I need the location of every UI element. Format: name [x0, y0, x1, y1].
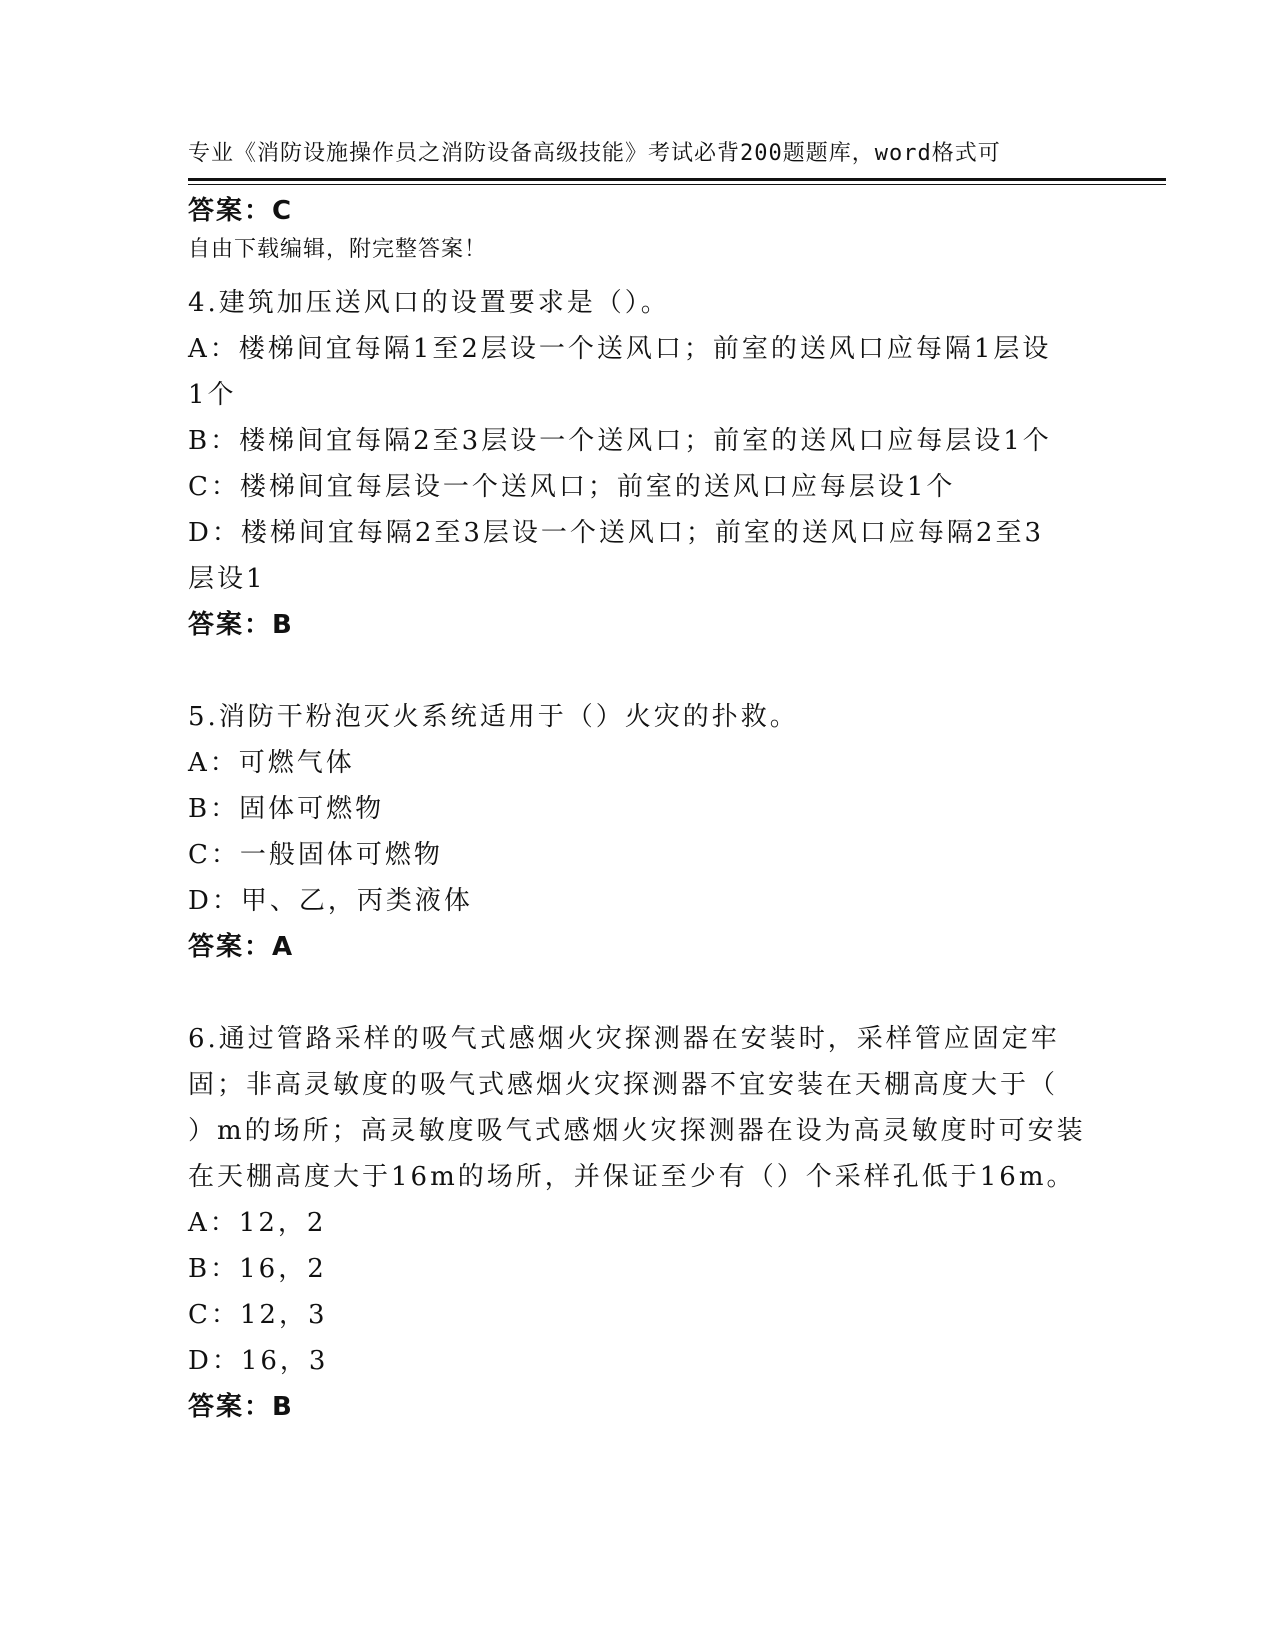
- option-b: B：16，2: [188, 1254, 327, 1284]
- header-line-2: 自由下载编辑，附完整答案！: [188, 237, 488, 262]
- option-a: A：12，2: [188, 1208, 327, 1238]
- question-6: [188, 1016, 1088, 1430]
- question-stem-line-4: 在天棚高度大于16m的场所，并保证至少有（）个采样孔低于16m。: [188, 1162, 1076, 1192]
- answer-line: 答案：B: [188, 1392, 294, 1422]
- question-4: [188, 280, 1088, 648]
- option-c: C：一般固体可燃物: [188, 840, 443, 870]
- question-stem-line-1: 6.通过管路采样的吸气式感烟火灾探测器在安装时，采样管应固定牢: [188, 1024, 1060, 1054]
- option-c: C：楼梯间宜每层设一个送风口；前室的送风口应每层设1个: [188, 472, 956, 502]
- question-stem: 5.消防干粉泡灭火系统适用于（）火灾的扑救。: [188, 702, 799, 732]
- option-b: B：固体可燃物: [188, 794, 385, 824]
- option-d: D：楼梯间宜每隔2至3层设一个送风口；前室的送风口应每隔2至3: [188, 518, 1045, 548]
- option-a-continued: 1个: [188, 380, 237, 410]
- option-c: C：12，3: [188, 1300, 328, 1330]
- option-a: A：楼梯间宜每隔1至2层设一个送风口；前室的送风口应每隔1层设: [188, 334, 1052, 364]
- question-5: [188, 694, 1088, 970]
- answer-line: 答案：A: [188, 932, 295, 962]
- option-a: A：可燃气体: [188, 748, 355, 778]
- question-stem-line-2: 固；非高灵敏度的吸气式感烟火灾探测器不宜安装在天棚高度大于（: [188, 1070, 1059, 1100]
- option-d: D：16，3: [188, 1346, 329, 1376]
- header-line-1: 专业《消防设施操作员之消防设备高级技能》考试必背200题题库，word格式可: [188, 141, 1001, 166]
- option-b: B：楼梯间宜每隔2至3层设一个送风口；前室的送风口应每层设1个: [188, 426, 1052, 456]
- spacer: [188, 648, 1088, 694]
- option-d: D：甲、乙，丙类液体: [188, 886, 473, 916]
- answer-line: 答案：B: [188, 610, 294, 640]
- header-rule-thick: [188, 178, 1166, 181]
- spacer: [188, 970, 1088, 1016]
- question-stem-line-3: ）m的场所；高灵敏度吸气式感烟火灾探测器在设为高灵敏度时可安装: [188, 1116, 1086, 1146]
- question-list: [188, 188, 1088, 1430]
- option-d-continued: 层设1: [188, 564, 266, 594]
- question-stem: 4.建筑加压送风口的设置要求是（）。: [188, 288, 670, 318]
- header-rule-thin: [188, 184, 1166, 185]
- answer-line-q3: 答案：C: [188, 196, 294, 226]
- spacer: [188, 234, 1088, 280]
